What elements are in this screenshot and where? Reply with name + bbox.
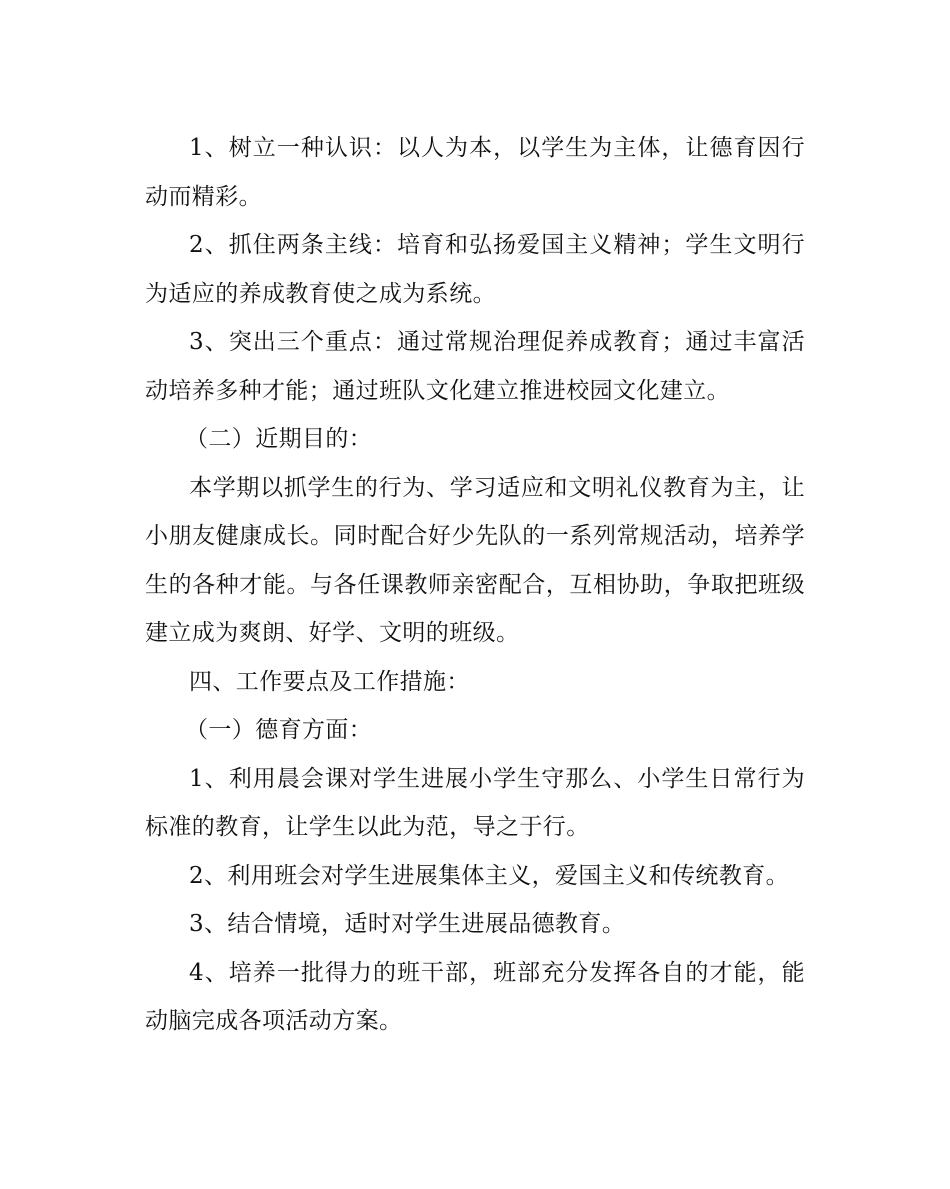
paragraph-semester-plan: 本学期以抓学生的行为、学习适应和文明礼仪教育为主，让小朋友健康成长。同时配合好少先队的一系列常规活动，培养学生的各种才能。与各任课教师亲密配合，互相协助，争取把班级建立成为爽朗、好学、文明的班级。 xyxy=(145,474,805,646)
paragraph-measure-3: 3、结合情境，适时对学生进展品德教育。 xyxy=(189,911,626,937)
heading-near-term-goals: （二）近期目的： xyxy=(185,426,373,452)
paragraph-goal-1: 1、树立一种认识：以人为本，以学生为主体，让德育因行动而精彩。 xyxy=(145,135,805,210)
heading-work-points: 四、工作要点及工作措施： xyxy=(189,668,470,695)
paragraph-goal-2: 2、抓住两条主线：培育和弘扬爱国主义精神；学生文明行为适应的养成教育使之成为系统。 xyxy=(145,232,805,307)
document-body xyxy=(145,124,805,1046)
paragraph-measure-4: 4、培养一批得力的班干部，班部充分发挥各自的才能，能动脑完成各项活动方案。 xyxy=(145,959,805,1034)
paragraph-measure-1: 1、利用晨会课对学生进展小学生守那么、小学生日常行为标准的教育，让学生以此为范，导之于行。 xyxy=(145,765,805,840)
paragraph-measure-2: 2、利用班会对学生进展集体主义，爱国主义和传统教育。 xyxy=(189,862,790,889)
paragraph-goal-3: 3、突出三个重点：通过常规治理促养成教育；通过丰富活动培养多种才能；通过班队文化建立推进校园文化建立。 xyxy=(145,329,805,404)
heading-moral-education: （一）德育方面： xyxy=(185,717,373,743)
